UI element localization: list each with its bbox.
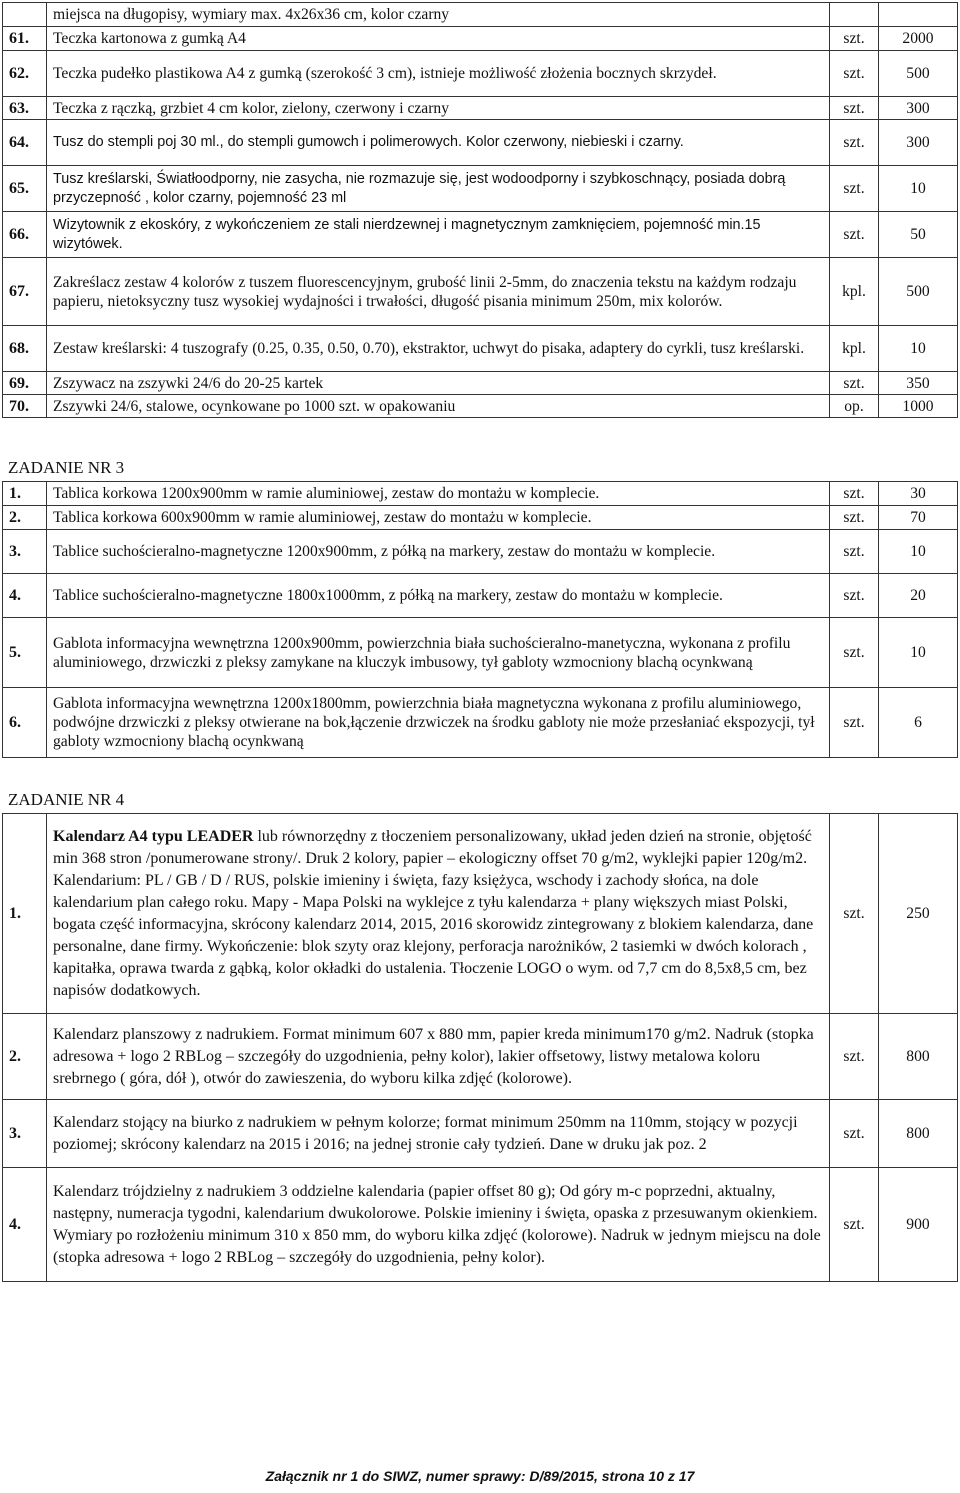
item-number: 65.: [3, 166, 47, 212]
item-unit: szt.: [830, 618, 879, 688]
item-unit: szt.: [830, 372, 879, 395]
item-unit: szt.: [830, 51, 879, 97]
item-description: [47, 814, 830, 1014]
item-number: 68.: [3, 326, 47, 372]
item-quantity: 70: [879, 506, 958, 530]
item-description: Kalendarz trójdzielny z nadrukiem 3 oddzielne kalendaria (papier offset 80 g); Od góry m-c poprzedni, aktualny, następny, numeracja tygodni, kalendarium dwukolorowe. Polskie imieniny i święta, opaska z przesuwanym okienkiem. Wymiary po rozłożeniu minimum 310 x 850 mm, do wyboru kilka zdjęć (kolorowe). Nadruk w jednym miejscu na dole (stopka adresowa + logo 2 RBLog – szczegóły do uzgodnienia, pełny kolor).: [47, 1168, 830, 1282]
table-row: [3, 1014, 958, 1100]
items-table-zadanie-3: [2, 481, 958, 758]
item-unit: szt.: [830, 166, 879, 212]
item-description: Teczka z rączką, grzbiet 4 cm kolor, zielony, czerwony i czarny: [47, 97, 830, 120]
item-number: 3.: [3, 530, 47, 574]
item-number: 2.: [3, 506, 47, 530]
item-number: 67.: [3, 258, 47, 326]
table-row: [3, 688, 958, 758]
item-number: 2.: [3, 1014, 47, 1100]
items-table-zadanie-4: [2, 813, 958, 1282]
table-row: [3, 482, 958, 506]
item-quantity: 350: [879, 372, 958, 395]
item-number: 6.: [3, 688, 47, 758]
item-quantity: 30: [879, 482, 958, 506]
item-unit: szt.: [830, 120, 879, 166]
table-row: [3, 258, 958, 326]
item-unit: szt.: [830, 506, 879, 530]
table-row: [3, 3, 958, 27]
item-quantity: 1000: [879, 395, 958, 418]
item-unit: szt.: [830, 27, 879, 51]
table-row: [3, 574, 958, 618]
item-unit: szt.: [830, 574, 879, 618]
items-table-continued: [2, 2, 958, 418]
item-number: [3, 3, 47, 27]
item-description: Zestaw kreślarski: 4 tuszografy (0.25, 0.35, 0.50, 0.70), ekstraktor, uchwyt do pisaka, adaptery do cyrkli, tusz kreślarski.: [47, 326, 830, 372]
table-row: [3, 814, 958, 1014]
table-row: [3, 1100, 958, 1168]
item-number: 62.: [3, 51, 47, 97]
item-unit: szt.: [830, 814, 879, 1014]
item-number: 69.: [3, 372, 47, 395]
table-row: [3, 618, 958, 688]
item-description-text: lub równorzędny z tłoczeniem personalizowany, układ jeden dzień na stronie, objętość min 368 stron /ponumerowane strony/. Druk 2 kolory, papier – ekologiczny offset 70 g/m2, wyklejki papier 120g/m2. Kalendarium: PL / GB / D / RUS, polskie imieniny i święta, fazy księżyca, wschody i zachody słońca, na dole kalendarium plan całego roku. Mapy - Mapa Polski na wyklejce z tyłu kalendarza + plany większych miast Polski, bogata część informacyjna, skrócony kalendarz 2014, 2015, 2016 skorowidz zintegrowany z blokiem kalendarza, dane personalne, dane firmy. Wykończenie: blok szyty oraz klejony, perforacja narożników, 2 tasiemki w dwóch kolorach , kapitałka, oprawa twarda z gąbką, kolor okładki do ustalenia. Tłoczenie LOGO o wym. od 7,7 cm do 8,5x8,5 cm, bez napisów dodatkowych.: [53, 827, 814, 999]
item-unit: szt.: [830, 688, 879, 758]
table-row: [3, 506, 958, 530]
table-row: [3, 326, 958, 372]
item-quantity: 500: [879, 51, 958, 97]
item-description: Tusz kreślarski, Światłoodporny, nie zasycha, nie rozmazuje się, jest wodoodporny i szybkoschnący, posiada dobrą przyczepność , kolor czarny, pojemność 23 ml: [47, 166, 830, 212]
item-description: Zszywki 24/6, stalowe, ocynkowane po 1000 szt. w opakowaniu: [47, 395, 830, 418]
item-number: 4.: [3, 1168, 47, 1282]
item-description: Tablice suchościeralno-magnetyczne 1200x900mm, z półką na markery, zestaw do montażu w komplecie.: [47, 530, 830, 574]
item-quantity: 10: [879, 530, 958, 574]
item-description: Zszywacz na zszywki 24/6 do 20-25 kartek: [47, 372, 830, 395]
item-quantity: 250: [879, 814, 958, 1014]
item-number: 64.: [3, 120, 47, 166]
item-quantity: 20: [879, 574, 958, 618]
table-row: [3, 395, 958, 418]
item-quantity: 300: [879, 120, 958, 166]
item-unit: szt.: [830, 212, 879, 258]
item-number: 61.: [3, 27, 47, 51]
item-description: Wizytownik z ekoskóry, z wykończeniem ze stali nierdzewnej i magnetycznym zamknięciem, pojemność min.15 wizytówek.: [47, 212, 830, 258]
table-row: [3, 27, 958, 51]
item-quantity: 2000: [879, 27, 958, 51]
table-row: [3, 530, 958, 574]
item-number: 63.: [3, 97, 47, 120]
item-quantity: 50: [879, 212, 958, 258]
item-description: Zakreślacz zestaw 4 kolorów z tuszem fluorescencyjnym, grubość linii 2-5mm, do znaczenia tekstu na każdym rodzaju papieru, nietoksyczny tusz wysokiej wydajności i trwałości, długość pisania minimum 250m, mix kolorów.: [47, 258, 830, 326]
item-description: Teczka kartonowa z gumką A4: [47, 27, 830, 51]
table-row: [3, 1168, 958, 1282]
item-description: Tablica korkowa 1200x900mm w ramie aluminiowej, zestaw do montażu w komplecie.: [47, 482, 830, 506]
item-description-bold: Kalendarz A4 typu LEADER: [53, 827, 254, 845]
item-quantity: [879, 3, 958, 27]
item-quantity: 500: [879, 258, 958, 326]
item-description: Teczka pudełko plastikowa A4 z gumką (szerokość 3 cm), istnieje możliwość złożenia bocznych skrzydeł.: [47, 51, 830, 97]
item-unit: kpl.: [830, 258, 879, 326]
table-row: [3, 372, 958, 395]
table-row: [3, 120, 958, 166]
item-unit: szt.: [830, 1014, 879, 1100]
item-unit: szt.: [830, 530, 879, 574]
item-unit: szt.: [830, 97, 879, 120]
table-row: [3, 97, 958, 120]
table-row: [3, 166, 958, 212]
item-unit: op.: [830, 395, 879, 418]
item-quantity: 6: [879, 688, 958, 758]
item-quantity: 800: [879, 1100, 958, 1168]
item-description: Tablice suchościeralno-magnetyczne 1800x1000mm, z półką na markery, zestaw do montażu w komplecie.: [47, 574, 830, 618]
item-number: 5.: [3, 618, 47, 688]
item-quantity: 300: [879, 97, 958, 120]
item-number: 70.: [3, 395, 47, 418]
item-number: 66.: [3, 212, 47, 258]
item-quantity: 900: [879, 1168, 958, 1282]
item-description: Gablota informacyjna wewnętrzna 1200x1800mm, powierzchnia biała magnetyczna wykonana z profilu aluminiowego, podwójne drzwiczki z pleksy otwierane na bok,łączenie drzwiczek na środku gabloty nie może przesłaniać ekspozycji, tył gabloty wzmocniony blachą ocynkwaną: [47, 688, 830, 758]
page-footer: Załącznik nr 1 do SIWZ, numer sprawy: D/89/2015, strona 10 z 17: [265, 1468, 695, 1484]
item-description: miejsca na długopisy, wymiary max. 4x26x36 cm, kolor czarny: [47, 3, 830, 27]
item-number: 1.: [3, 482, 47, 506]
item-description: Kalendarz planszowy z nadrukiem. Format minimum 607 x 880 mm, papier kreda minimum170 g/m2. Nadruk (stopka adresowa + logo 2 RBLog – szczegóły do uzgodnienia, pełny kolor), lakier offsetowy, listwy metalowa koloru srebrnego ( góra, dół ), otwór do zawieszenia, do wyboru kilka zdjęć (kolorowe).: [47, 1014, 830, 1100]
section-heading-zadanie-4: ZADANIE NR 4: [8, 790, 125, 809]
section-heading-zadanie-3: ZADANIE NR 3: [8, 458, 125, 477]
table-row: [3, 212, 958, 258]
item-description: Kalendarz stojący na biurko z nadrukiem w pełnym kolorze; format minimum 250mm na 110mm, stojący w pozycji poziomej; skrócony kalendarz na 2015 i 2016; na jednej stronie cały tydzień. Dane w druku jak poz. 2: [47, 1100, 830, 1168]
item-number: 4.: [3, 574, 47, 618]
item-description: Gablota informacyjna wewnętrzna 1200x900mm, powierzchnia biała suchościeralno-manetyczna, wykonana z profilu aluminiowego, drzwiczki z pleksy zamykane na kluczyk imbusowy, tył gabloty wzmocniony blachą ocynkwaną: [47, 618, 830, 688]
item-number: 1.: [3, 814, 47, 1014]
item-unit: kpl.: [830, 326, 879, 372]
table-row: [3, 51, 958, 97]
item-quantity: 10: [879, 618, 958, 688]
item-description: Tusz do stempli poj 30 ml., do stempli gumowch i polimerowych. Kolor czerwony, niebieski i czarny.: [47, 120, 830, 166]
item-quantity: 10: [879, 326, 958, 372]
item-unit: szt.: [830, 1100, 879, 1168]
item-quantity: 800: [879, 1014, 958, 1100]
item-unit: [830, 3, 879, 27]
item-unit: szt.: [830, 482, 879, 506]
item-quantity: 10: [879, 166, 958, 212]
item-unit: szt.: [830, 1168, 879, 1282]
item-number: 3.: [3, 1100, 47, 1168]
item-description: Tablica korkowa 600x900mm w ramie aluminiowej, zestaw do montażu w komplecie.: [47, 506, 830, 530]
